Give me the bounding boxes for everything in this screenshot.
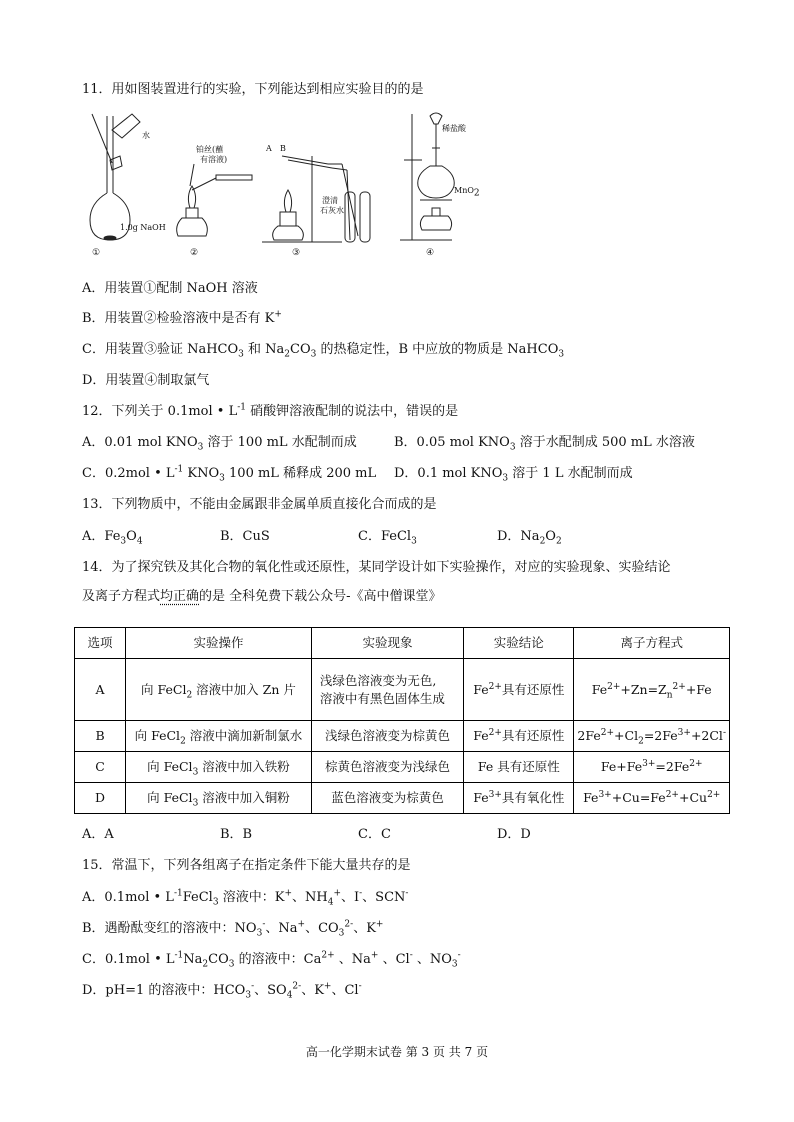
header-phenomenon: 实验现象 xyxy=(311,628,463,659)
cell-equation: $2Fe^{2+}+Cl_2=2Fe^{3+}+2Cl^-$ xyxy=(574,721,730,752)
table-row xyxy=(75,721,730,752)
figure-number-1: ① xyxy=(92,248,101,258)
q15-stem: 15．常温下，下列各组离子在指定条件下能大量共存的是 xyxy=(82,858,411,873)
q13-stem: 13．下列物质中，不能由金属跟非金属单质直接化合而成的是 xyxy=(82,497,437,512)
q12-option-a: A．0.01 mol $KNO_3$ 溶于 100 mL 水配制而成 xyxy=(82,435,357,453)
cell-operation: 向 FeCl$_2$ 溶液中滴加新制氯水 xyxy=(126,721,312,752)
page-footer: 高一化学期末试卷 第 3 页 共 7 页 xyxy=(305,1045,489,1059)
q11-option-c: C．用装置③验证 NaHCO$_3$ 和 $Na_2CO_3$ 的热稳定性，B 中应放的物质是 NaHCO$_3$ xyxy=(82,342,565,360)
header-option: 选项 xyxy=(75,628,126,659)
q14-option-b: B．B xyxy=(220,827,253,842)
cell-phenomenon: 蓝色溶液变为棕黄色 xyxy=(311,783,463,814)
q14-stem-line2: 及离子方程式均正确的是 全科免费下载公众号-《高中僧课堂》 xyxy=(82,589,442,604)
q11-stem: 11．用如图装置进行的实验，下列能达到相应实验目的的是 xyxy=(82,82,424,97)
q12-option-c: C．0.2mol • $L^{-1}$ $KNO_3$ 100 mL 稀释成 200 mL xyxy=(82,464,377,484)
q15-option-b: B．遇酚酞变红的溶液中：$NO_3^-$、Na+、$CO_3^{2-}$、K+ xyxy=(82,919,384,939)
cell-equation: $Fe+Fe^{3+}=2Fe^{2+}$ xyxy=(574,752,730,783)
q13-option-d: D．$Na_2O_2$ xyxy=(497,529,562,547)
q12-option-b: B．0.05 mol $KNO_3$ 溶于水配制成 500 mL 水溶液 xyxy=(394,435,695,453)
q13-option-a: A．$Fe_3O_4$ xyxy=(82,529,143,547)
cell-operation: 向 FeCl$_2$ 溶液中加入 Zn 片 xyxy=(126,659,312,721)
label-tube-b: B xyxy=(280,144,286,153)
table-header-row xyxy=(75,628,730,659)
q14-option-c: C．C xyxy=(358,827,391,842)
label-platinum-a: 铂丝(蘸 xyxy=(196,145,224,154)
q12-option-d: D．0.1 mol $KNO_3$ 溶于 1 L 水配制而成 xyxy=(394,466,633,484)
figure-number-2: ② xyxy=(190,248,199,258)
q13-option-c: C．FeCl$_3$ xyxy=(358,529,417,547)
label-platinum-b: 有溶液) xyxy=(200,155,228,164)
header-operation: 实验操作 xyxy=(126,628,312,659)
apparatus-figure xyxy=(82,108,482,260)
q15-option-a: A．0.1mol • $L^{-1}FeCl_3$ 溶液中：K+、$NH_4^+$、I-、SCN- xyxy=(82,888,409,908)
q11-option-d: D．用装置④制取氯气 xyxy=(82,373,210,388)
cell-conclusion: Fe 具有还原性 xyxy=(464,752,574,783)
cell-phenomenon: 浅绿色溶液变为无色, 溶液中有黑色固体生成 xyxy=(311,659,463,721)
label-mno2: MnO$_2$ xyxy=(454,186,480,199)
table-row xyxy=(75,659,730,721)
label-water: 水 xyxy=(142,131,150,140)
label-limewater-a: 澄清 xyxy=(322,196,338,205)
cell-equation: $Fe^{3+}+Cu=Fe^{2+}+Cu^{2+}$ xyxy=(574,783,730,814)
cell-option: D xyxy=(75,783,126,814)
cell-conclusion: $Fe^{3+}$具有氧化性 xyxy=(464,783,574,814)
cell-phenomenon: 浅绿色溶液变为棕黄色 xyxy=(311,721,463,752)
cell-phenomenon: 棕黄色溶液变为浅绿色 xyxy=(311,752,463,783)
table-row xyxy=(75,783,730,814)
q13-option-b: B．CuS xyxy=(220,529,270,544)
cell-operation: 向 FeCl$_3$ 溶液中加入铜粉 xyxy=(126,783,312,814)
q14-option-d: D．D xyxy=(497,827,531,842)
q11-option-a: A．用装置①配制 NaOH 溶液 xyxy=(82,281,258,296)
q15-option-d: D．pH=1 的溶液中：$HCO_3^-$、$SO_4^{2-}$、K+、Cl- xyxy=(82,981,362,1001)
cell-operation: 向 FeCl$_3$ 溶液中加入铁粉 xyxy=(126,752,312,783)
cell-option: C xyxy=(75,752,126,783)
table-row xyxy=(75,752,730,783)
q15-option-c: C．0.1mol • $L^{-1}Na_2CO_3$ 的溶液中：$Ca^{2+}$ 、Na+ 、Cl- 、$NO_3^-$ xyxy=(82,950,461,970)
label-naoh: 1.0g NaOH xyxy=(120,223,166,232)
label-tube-a: A xyxy=(266,144,272,153)
figure-number-3: ③ xyxy=(292,248,301,258)
label-limewater-b: 石灰水 xyxy=(320,206,344,215)
q11-option-b: B．用装置②检验溶液中是否有 K+ xyxy=(82,309,282,326)
header-equation: 离子方程式 xyxy=(574,628,730,659)
figure-number-4: ④ xyxy=(426,248,435,258)
q12-stem: 12．下列关于 0.1mol • $L^{-1}$ 硝酸钾溶液配制的说法中，错误的是 xyxy=(82,402,459,419)
label-hcl: 稀盐酸 xyxy=(442,124,466,133)
header-conclusion: 实验结论 xyxy=(464,628,574,659)
cell-option: A xyxy=(75,659,126,721)
experiment-table xyxy=(74,627,730,814)
cell-conclusion: $Fe^{2+}$具有还原性 xyxy=(464,721,574,752)
cell-equation: $Fe^{2+}+Zn=Z_n^{2+}+Fe$ xyxy=(574,659,730,721)
cell-conclusion: $Fe^{2+}$具有还原性 xyxy=(464,659,574,721)
q14-option-a: A．A xyxy=(82,827,114,842)
cell-option: B xyxy=(75,721,126,752)
q14-stem-line1: 14．为了探究铁及其化合物的氧化性或还原性，某同学设计如下实验操作，对应的实验现象、实验结论 xyxy=(82,560,671,575)
